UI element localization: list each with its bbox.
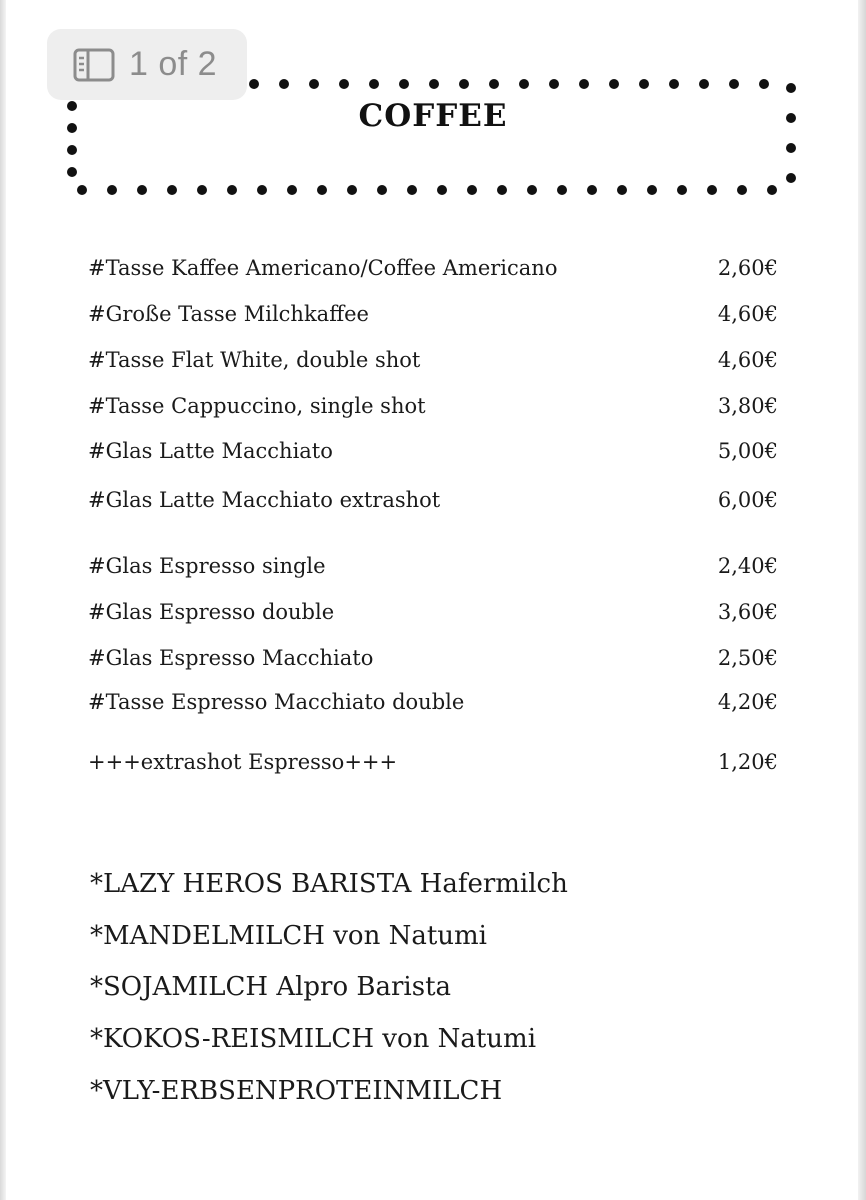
frame-dot <box>489 79 499 89</box>
frame-dot <box>609 79 619 89</box>
frame-dot <box>437 185 447 195</box>
menu-item <box>88 552 778 580</box>
frame-dot <box>407 185 417 195</box>
menu-item <box>88 437 778 465</box>
menu-item-price: 3,60€ <box>717 600 778 624</box>
frame-dot <box>669 79 679 89</box>
menu-item <box>88 688 778 716</box>
frame-dot <box>497 185 507 195</box>
frame-dot <box>737 185 747 195</box>
frame-dot <box>107 185 117 195</box>
menu-item-name: #Glas Espresso single <box>88 554 326 578</box>
menu-item-price: 4,20€ <box>717 690 778 714</box>
frame-dot <box>767 185 777 195</box>
frame-dot <box>639 79 649 89</box>
frame-dot <box>617 185 627 195</box>
frame-dot <box>377 185 387 195</box>
menu-item-price: 4,60€ <box>717 348 778 372</box>
page-indicator[interactable] <box>47 29 247 100</box>
frame-dot <box>557 185 567 195</box>
page-edge-left <box>0 0 6 1200</box>
menu-item-price: 2,60€ <box>717 256 778 280</box>
menu-item-name: #Tasse Kaffee Americano/Coffee Americano <box>88 256 558 280</box>
frame-dot <box>369 79 379 89</box>
menu-item-price: 3,80€ <box>717 394 778 418</box>
menu-item <box>88 392 778 420</box>
menu-item-name: #Tasse Cappuccino, single shot <box>88 394 426 418</box>
milk-option: *MANDELMILCH von Natumi <box>90 921 487 951</box>
menu-item <box>88 486 778 514</box>
frame-dot <box>759 79 769 89</box>
frame-dot <box>77 185 87 195</box>
menu-item <box>88 748 778 776</box>
frame-dot <box>137 185 147 195</box>
menu-item <box>88 254 778 282</box>
frame-dot <box>519 79 529 89</box>
menu-item-name: #Glas Latte Macchiato <box>88 439 333 463</box>
page-edge-right <box>858 0 866 1200</box>
frame-dot <box>399 79 409 89</box>
menu-item-name: #Tasse Flat White, double shot <box>88 348 421 372</box>
frame-dot <box>527 185 537 195</box>
menu-item-price: 2,50€ <box>717 646 778 670</box>
milk-option: *SOJAMILCH Alpro Barista <box>90 972 452 1002</box>
frame-dot <box>347 185 357 195</box>
frame-dot <box>677 185 687 195</box>
frame-dot <box>339 79 349 89</box>
menu-item-name: #Tasse Espresso Macchiato double <box>88 690 465 714</box>
menu-item-name: #Große Tasse Milchkaffee <box>88 302 369 326</box>
frame-dot <box>309 79 319 89</box>
menu-item <box>88 644 778 672</box>
frame-dot <box>227 185 237 195</box>
menu-item-price: 6,00€ <box>717 488 778 512</box>
frame-dot <box>467 185 477 195</box>
frame-dot <box>459 79 469 89</box>
milk-option: *VLY-ERBSENPROTEINMILCH <box>90 1076 503 1106</box>
menu-item-name: #Glas Espresso Macchiato <box>88 646 374 670</box>
frame-dot <box>197 185 207 195</box>
frame-dot <box>587 185 597 195</box>
frame-dot <box>647 185 657 195</box>
menu-item-price: 4,60€ <box>717 302 778 326</box>
frame-dot <box>67 145 77 155</box>
frame-dot <box>707 185 717 195</box>
frame-dot <box>786 83 796 93</box>
frame-dot <box>287 185 297 195</box>
page-indicator-label: 1 of 2 <box>129 45 218 83</box>
frame-dot <box>429 79 439 89</box>
menu-item-price: 2,40€ <box>717 554 778 578</box>
menu-item <box>88 300 778 328</box>
frame-dot <box>67 167 77 177</box>
frame-dot <box>257 185 267 195</box>
milk-option: *KOKOS-REISMILCH von Natumi <box>90 1024 537 1054</box>
frame-dot <box>279 79 289 89</box>
sidebar-icon <box>73 48 115 82</box>
menu-item-name: +++extrashot Espresso+++ <box>88 750 398 774</box>
menu-item <box>88 346 778 374</box>
frame-dot <box>579 79 589 89</box>
menu-title: COFFEE <box>358 98 508 134</box>
frame-dot <box>786 173 796 183</box>
frame-dot <box>786 143 796 153</box>
frame-dot <box>729 79 739 89</box>
menu-item-name: #Glas Latte Macchiato extrashot <box>88 488 441 512</box>
frame-dot <box>249 79 259 89</box>
menu-item-price: 1,20€ <box>717 750 778 774</box>
milk-option: *LAZY HEROS BARISTA Hafermilch <box>90 869 568 899</box>
frame-dot <box>317 185 327 195</box>
menu-item <box>88 598 778 626</box>
frame-dot <box>167 185 177 195</box>
frame-dot <box>549 79 559 89</box>
frame-dot <box>699 79 709 89</box>
menu-item-name: #Glas Espresso double <box>88 600 335 624</box>
menu-item-price: 5,00€ <box>717 439 778 463</box>
